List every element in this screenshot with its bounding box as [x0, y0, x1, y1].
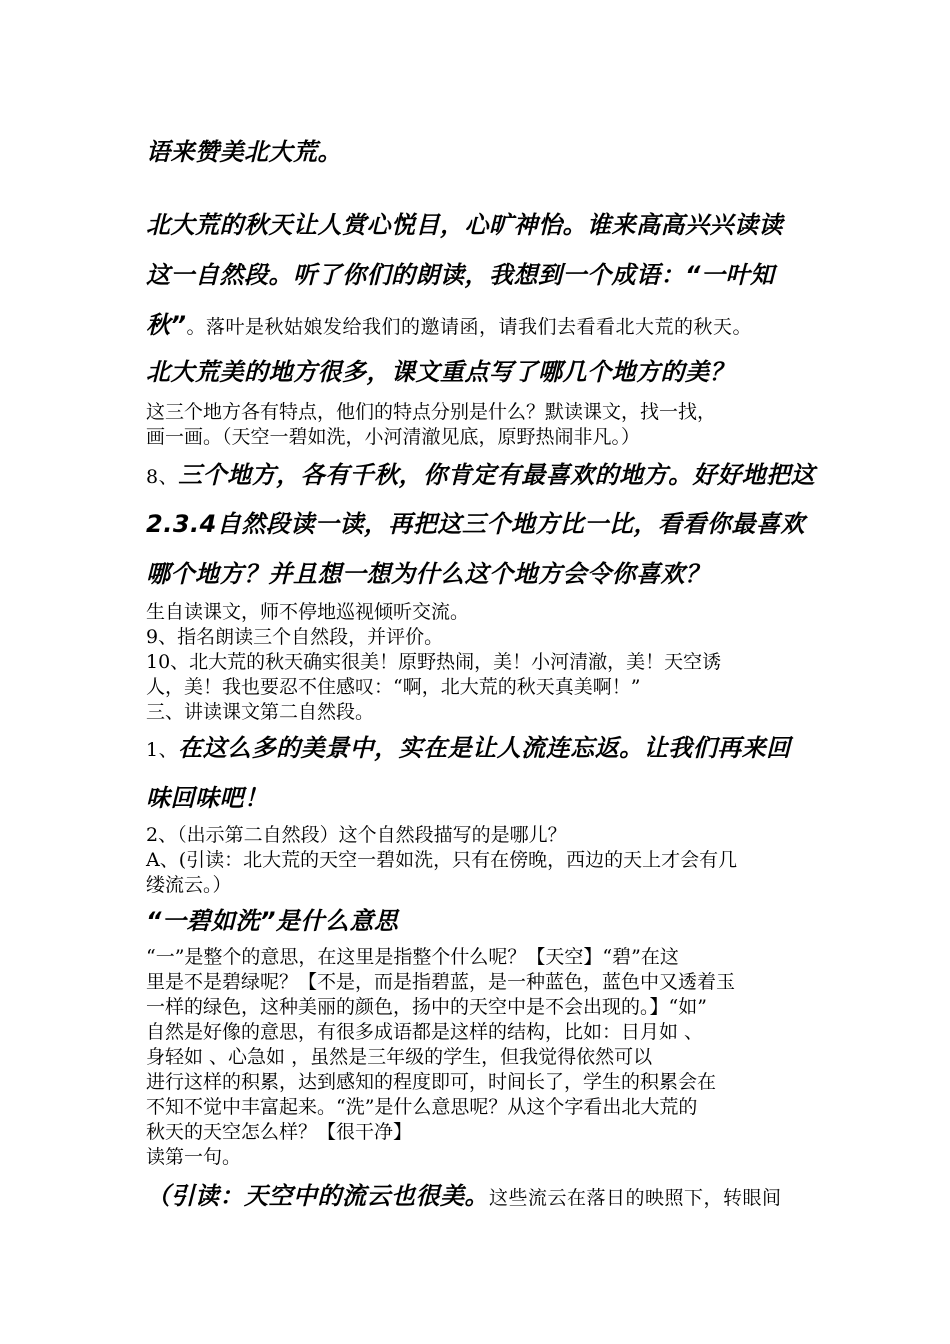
text-line-6: 这三个地方各有特点，他们的特点分别是什么？默读课文，找一找， [146, 401, 717, 423]
text-line-26: 身轻如 、心急如 ，虽然是三年级的学生，但我觉得依然可以 [146, 1046, 653, 1068]
text-line-13: 10、北大荒的秋天确实很美！原野热闹，美！小河清澈，美！天空诱 [146, 651, 722, 673]
text-line-2: 北大荒的秋天让人赏心悦目，心旷神怡。谁来高高兴兴读读 [146, 211, 783, 239]
text-line-31 [146, 1181, 782, 1213]
text-line-22: “一”是整个的意思，在这里是指整个什么呢？【天空】“碧”在这 [146, 946, 679, 968]
text-line-12: 9、指名朗读三个自然段，并评价。 [146, 626, 444, 648]
text-line-8 [146, 460, 815, 492]
text-line-9: 2.3.4自然段读一读，再把这三个地方比一比，看看你最喜欢 [146, 510, 805, 538]
text-line-1: 语来赞美北大荒。 [146, 138, 342, 166]
text-line-7: 画一画。（天空一碧如洗，小河清澈见底，原野热闹非凡。） [146, 426, 641, 448]
text-line-25: 自然是好像的意思，有很多成语都是这样的结构，比如：日月如 、 [146, 1021, 704, 1043]
text-line-11: 生自读课文，师不停地巡视倾听交流。 [146, 601, 470, 623]
text-line-19: A、(引读：北大荒的天空一碧如洗，只有在傍晚，西边的天上才会有几 [146, 849, 738, 871]
bold-fragment: 秋” [146, 311, 187, 339]
bold-fragment: （引读：天空中的流云也很美。 [146, 1182, 489, 1210]
text-line-29: 秋天的天空怎么样？【很干净】 [146, 1121, 413, 1143]
text-line-20: 缕流云。） [146, 874, 232, 896]
text-line-4 [146, 310, 752, 342]
heading-question-2: “一碧如洗”是什么意思 [146, 907, 399, 935]
text-line-18: 2、（出示第二自然段）这个自然段描写的是哪儿？ [146, 824, 567, 846]
normal-fragment: 这些流云在落日的映照下，转眼间 [489, 1187, 782, 1209]
bold-fragment: 在这么多的美景中，实在是让人流连忘返。让我们再来回 [178, 734, 791, 762]
text-line-30: 读第一句。 [146, 1146, 242, 1168]
text-line-3: 这一自然段。听了你们的朗读，我想到一个成语：“一叶知 [146, 261, 775, 289]
text-line-14: 人，美！我也要忍不住感叹：“啊，北大荒的秋天真美啊！” [146, 676, 641, 698]
text-line-24: 一样的绿色，这种美丽的颜色，扬中的天空中是不会出现的。】“如” [146, 996, 707, 1018]
step-number: 8、 [146, 466, 179, 488]
normal-fragment: 。落叶是秋姑娘发给我们的邀请函，请我们去看看北大荒的秋天。 [186, 316, 752, 338]
text-line-10: 哪个地方？并且想一想为什么这个地方会令你喜欢？ [146, 560, 710, 588]
text-line-16 [146, 733, 791, 765]
text-line-28: 不知不觉中丰富起来。“洗”是什么意思呢？从这个字看出北大荒的 [146, 1096, 698, 1118]
section-heading-3: 三、讲读课文第二自然段。 [146, 701, 375, 723]
text-line-27: 进行这样的积累，达到感知的程度即可，时间长了，学生的积累会在 [146, 1071, 717, 1093]
heading-question-1: 北大荒美的地方很多，课文重点写了哪几个地方的美？ [146, 358, 734, 386]
step-number: 1、 [146, 739, 179, 761]
text-line-23: 里是不是碧绿呢？【不是，而是指碧蓝，是一种蓝色，蓝色中又透着玉 [146, 971, 736, 993]
bold-fragment: 三个地方，各有千秋，你肯定有最喜欢的地方。好好地把这 [178, 461, 816, 489]
text-line-17: 味回味吧！ [146, 784, 269, 812]
